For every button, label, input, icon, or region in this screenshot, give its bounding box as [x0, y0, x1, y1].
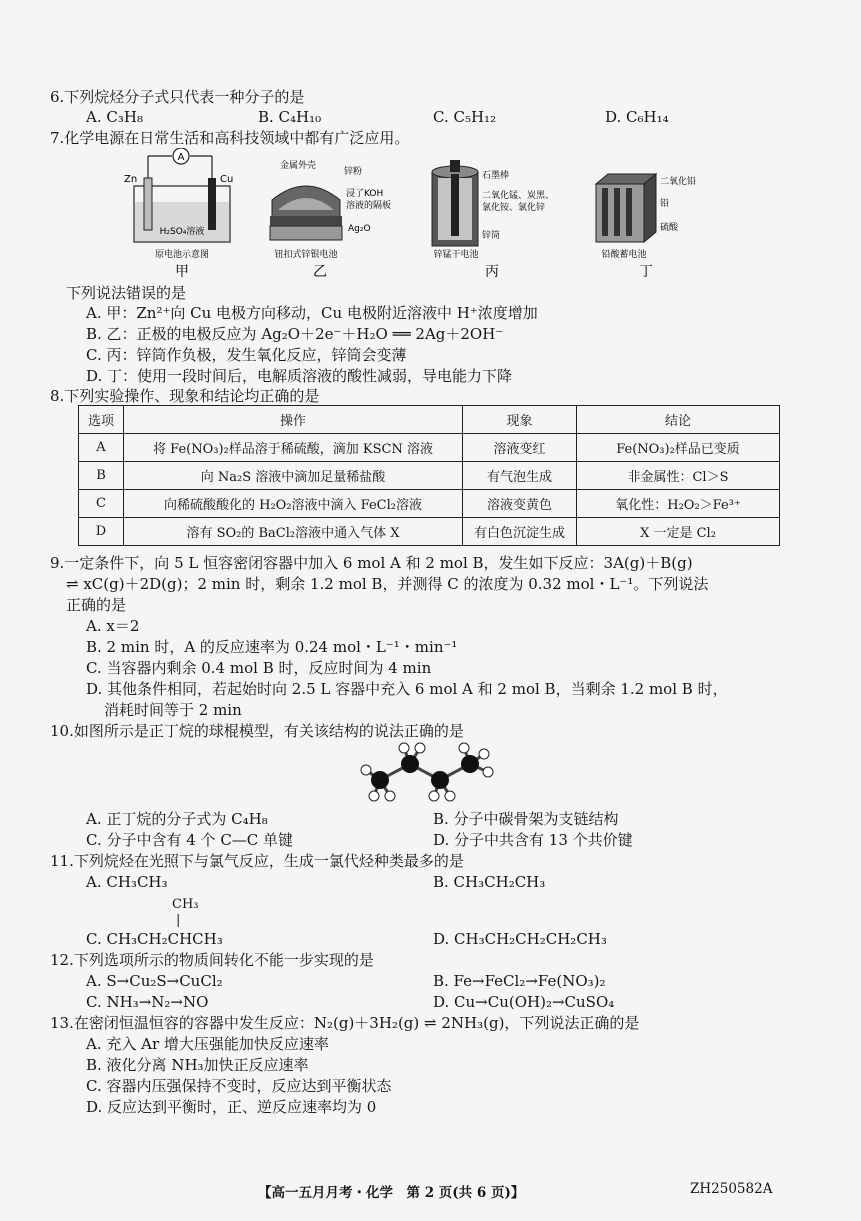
yi-caption: 钮扣式锌银电池	[274, 250, 338, 260]
q12-stem: 12.下列选项所示的物质间转化不能一步实现的是	[50, 951, 374, 969]
q6-option-a: A. C₃H₈	[86, 108, 143, 126]
q7-stem: 7.化学电源在日常生活和高科技领域中都有广泛应用。	[50, 129, 410, 147]
q11-option-a: A. CH₃CH₃	[86, 873, 168, 891]
table-row	[79, 490, 780, 518]
q13-option-d: D. 反应达到平衡时，正、逆反应速率均为 0	[86, 1098, 377, 1116]
header-phenomenon: 现象	[463, 406, 577, 434]
q10-option-c: C. 分子中含有 4 个 C—C 单键	[86, 831, 294, 849]
q9-option-d-cont: 消耗时间等于 2 min	[104, 701, 242, 719]
q6-option-d: D. C₆H₁₄	[605, 108, 669, 126]
q9-option-c: C. 当容器内剩余 0.4 mol B 时，反应时间为 4 min	[86, 659, 432, 677]
bing-caption: 锌锰干电池	[433, 250, 479, 260]
q13-option-b: B. 液化分离 NH₃加快正反应速率	[86, 1056, 309, 1074]
q6-option-c: C. C₅H₁₂	[433, 108, 497, 126]
row-c-phenomenon: 溶液变黄色	[463, 490, 577, 518]
q10-option-b: B. 分子中碳骨架为支链结构	[433, 810, 619, 828]
ammeter-label: A	[177, 152, 185, 163]
q10-stem: 10.如图所示是正丁烷的球棍模型，有关该结构的说法正确的是	[50, 722, 464, 740]
q10-option-d: D. 分子中共含有 13 个共价键	[433, 831, 633, 849]
q7-option-a: A. 甲：Zn²⁺向 Cu 电极方向移动，Cu 电极附近溶液中 H⁺浓度增加	[86, 304, 538, 322]
q8-stem: 8.下列实验操作、现象和结论均正确的是	[50, 387, 320, 405]
q12-option-b: B. Fe→FeCl₂→Fe(NO₃)₂	[433, 972, 606, 990]
row-b-conclusion: 非金属性：Cl＞S	[577, 462, 780, 490]
q12-option-d: D. Cu→Cu(OH)₂→CuSO₄	[433, 993, 615, 1011]
header-operation: 操作	[124, 406, 463, 434]
figure-jia	[124, 148, 233, 280]
battery-figures	[120, 148, 740, 280]
butane-ball-stick-model	[360, 740, 500, 806]
row-c-operation: 向稀硫酸酸化的 H₂O₂溶液中滴入 FeCl₂溶液	[124, 490, 463, 518]
page-footer: 【高一五月月考・化学 第 2 页(共 6 页)】	[258, 1185, 525, 1201]
q11-option-d: D. CH₃CH₂CH₂CH₂CH₃	[433, 930, 607, 948]
header-conclusion: 结论	[577, 406, 780, 434]
q7-option-b: B. 乙：正极的电极反应为 Ag₂O＋2e⁻＋H₂O ══ 2Ag＋2OH⁻	[86, 325, 504, 343]
exam-code: ZH250582A	[690, 1181, 773, 1197]
q11-option-b: B. CH₃CH₂CH₃	[433, 873, 546, 891]
row-d-operation: 溶有 SO₂的 BaCl₂溶液中通入气体 X	[124, 518, 463, 546]
row-d-option: D	[79, 518, 124, 546]
q11-stem: 11.下列烷烃在光照下与氯气反应，生成一氯代烃种类最多的是	[50, 852, 464, 870]
yi-tag: 乙	[313, 264, 327, 280]
q9-stem-line-3: 正确的是	[66, 596, 127, 614]
ding-label-acid: 硫酸	[660, 223, 679, 233]
row-a-conclusion: Fe(NO₃)₂样品已变质	[577, 434, 780, 462]
q7-option-c: C. 丙：锌筒作负极，发生氧化反应，锌筒会变薄	[86, 346, 407, 364]
table-header-row	[79, 406, 780, 434]
q12-option-c: C. NH₃→N₂→NO	[86, 993, 209, 1011]
q11-branch-ch3: CH₃	[172, 897, 199, 912]
bing-label-nh4cl: 氯化铵、氯化锌	[482, 203, 546, 213]
q6-option-b: B. C₄H₁₀	[258, 108, 322, 126]
table-row	[79, 462, 780, 490]
figure-yi	[270, 159, 391, 280]
q12-option-a: A. S→Cu₂S→CuCl₂	[86, 972, 223, 990]
q7-option-d: D. 丁：使用一段时间后，电解质溶液的酸性减弱，导电能力下降	[86, 367, 513, 385]
yi-label-ag2o: Ag₂O	[348, 224, 371, 234]
figure-ding	[596, 174, 696, 280]
q8-table	[78, 405, 780, 546]
row-a-option: A	[79, 434, 124, 462]
zn-label: Zn	[124, 174, 138, 185]
yi-label-zinc: 锌粉	[344, 167, 363, 177]
row-b-operation: 向 Na₂S 溶液中滴加足量稀盐酸	[124, 462, 463, 490]
row-a-operation: 将 Fe(NO₃)₂样品溶于稀硫酸，滴加 KSCN 溶液	[124, 434, 463, 462]
row-d-phenomenon: 有白色沉淀生成	[463, 518, 577, 546]
figure-bing	[432, 160, 554, 280]
q13-option-a: A. 充入 Ar 增大压强能加快反应速率	[86, 1035, 329, 1053]
row-c-option: C	[79, 490, 124, 518]
yi-label-shell: 金属外壳	[280, 161, 317, 171]
q11-option-c: C. CH₃CH₂CHCH₃	[86, 930, 223, 948]
table-row	[79, 518, 780, 546]
ding-caption: 铅酸蓄电池	[601, 250, 647, 260]
bing-tag: 丙	[485, 264, 499, 280]
row-b-option: B	[79, 462, 124, 490]
bing-label-graphite: 石墨棒	[482, 171, 510, 181]
bing-label-zinc-can: 锌筒	[482, 231, 501, 241]
ding-label-pb: 铅	[660, 199, 670, 209]
ding-label-pbo2: 二氧化铅	[660, 177, 697, 187]
q9-option-b: B. 2 min 时，A 的反应速率为 0.24 mol・L⁻¹・min⁻¹	[86, 638, 458, 656]
jia-caption: 原电池示意图	[154, 250, 210, 260]
bing-label-mno2: 二氧化锰、炭黑、	[482, 191, 555, 201]
row-a-phenomenon: 溶液变红	[463, 434, 577, 462]
q6-stem: 6.下列烷烃分子式只代表一种分子的是	[50, 88, 305, 106]
cu-label: Cu	[220, 174, 234, 185]
jia-tag: 甲	[175, 264, 189, 280]
table-row	[79, 434, 780, 462]
q9-option-a: A. x＝2	[86, 617, 140, 635]
q11-branch-bond: |	[176, 913, 181, 928]
row-c-conclusion: 氧化性：H₂O₂＞Fe³⁺	[577, 490, 780, 518]
ding-tag: 丁	[639, 264, 653, 280]
header-option: 选项	[79, 406, 124, 434]
q7-question: 下列说法错误的是	[66, 284, 187, 302]
q9-option-d: D. 其他条件相同，若起始时向 2.5 L 容器中充入 6 mol A 和 2 mol B，当剩余 1.2 mol B 时，	[86, 680, 728, 698]
row-d-conclusion: X 一定是 Cl₂	[577, 518, 780, 546]
q13-option-c: C. 容器内压强保持不变时，反应达到平衡状态	[86, 1077, 392, 1095]
q9-stem-line-1: 9.一定条件下，向 5 L 恒容密闭容器中加入 6 mol A 和 2 mol B，发生如下反应：3A(g)＋B(g)	[50, 554, 693, 572]
yi-label-separator: 溶液的隔板	[346, 201, 392, 211]
row-b-phenomenon: 有气泡生成	[463, 462, 577, 490]
q9-stem-line-2: ⇌ xC(g)＋2D(g)；2 min 时，剩余 1.2 mol B，并测得 C 的浓度为 0.32 mol・L⁻¹。下列说法	[66, 575, 709, 593]
yi-label-koh: 浸了KOH	[346, 189, 384, 199]
solution-label: H₂SO₄溶液	[159, 227, 205, 237]
q13-stem: 13.在密闭恒温恒容的容器中发生反应：N₂(g)＋3H₂(g) ⇌ 2NH₃(g)，下列说法正确的是	[50, 1014, 640, 1032]
q10-option-a: A. 正丁烷的分子式为 C₄H₈	[86, 810, 268, 828]
